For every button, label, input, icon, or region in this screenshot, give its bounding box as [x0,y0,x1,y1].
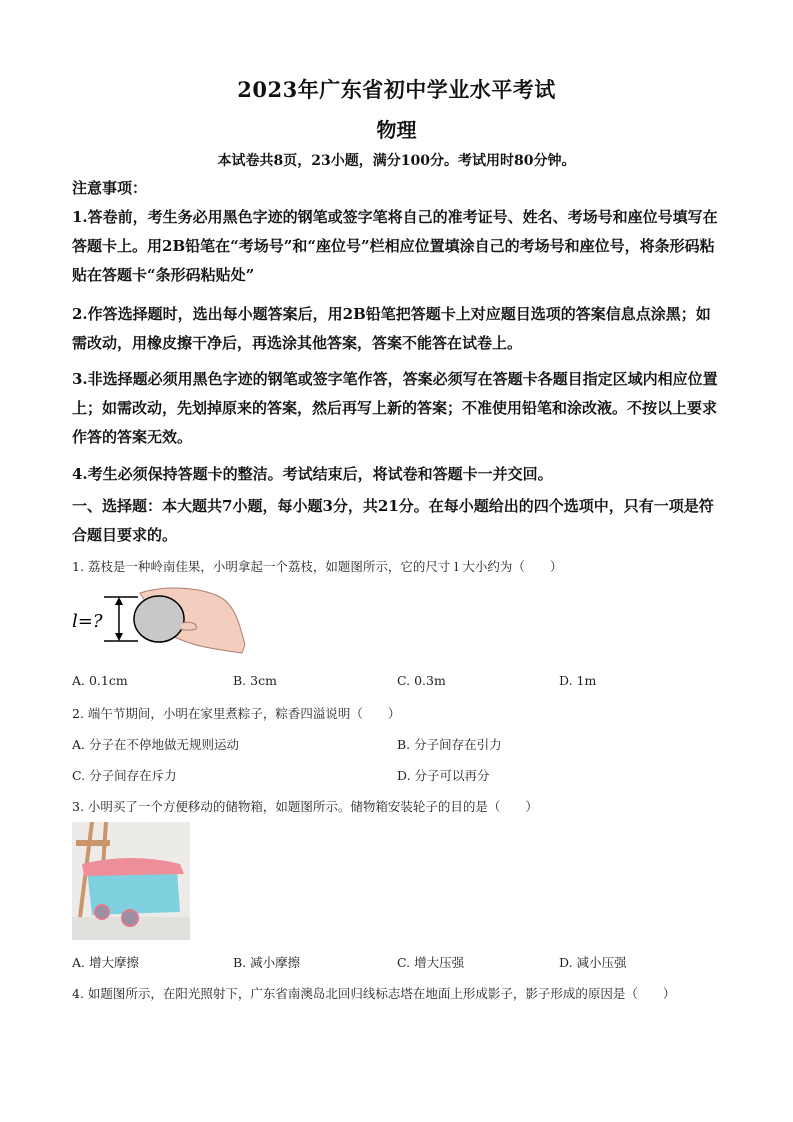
question-1-stem: 1. 荔枝是一种岭南佳果，小明拿起一个荔枝，如题图所示，它的尺寸 l 大小约为（ ） [72,559,563,574]
question-1-option-a: A. 0.1cm [72,673,128,688]
storage-box-photo [72,822,190,940]
exam-info: 本试卷共8页，23小题，满分100分。考试用时80分钟。 [217,153,576,169]
notice-item-4: 4.考生必须保持答题卡的整洁。考试结束后，将试卷和答题卡一并交回。 [72,465,553,483]
question-3-stem: 3. 小明买了一个方便移动的储物箱，如题图所示。储物箱安装轮子的目的是（ ） [72,799,538,814]
section-heading: 一、选择题：本大题共7小题，每小题3分，共21分。在每小题给出的四个选项中，只有一项是符合题目要求的。 [72,497,714,544]
question-2-option-a: A. 分子在不停地做无规则运动 [72,737,239,752]
question-3-option-b: B. 减小摩擦 [233,955,301,970]
question-2-stem: 2. 端午节期间，小明在家里煮粽子，粽香四溢说明（ ） [72,706,401,721]
question-1-option-b: B. 3cm [233,673,277,688]
question-3-option-a: A. 增大摩擦 [72,955,139,970]
subject-title: 物理 [376,118,417,142]
notice-heading: 注意事项： [72,179,148,197]
question-3-option-c: C. 增大压强 [397,955,465,970]
length-label: l=? [72,611,103,632]
question-3-option-d: D. 减小压强 [559,955,627,970]
exam-title: 2023年广东省初中学业水平考试 [237,77,556,102]
question-2-option-d: D. 分子可以再分 [397,768,490,783]
question-2-option-c: C. 分子间存在斥力 [72,768,177,783]
notice-item-3: 3.非选择题必须用黑色字迹的钢笔或签字笔作答，答案必须写在答题卡各题目指定区域内相应位置上；如需改动，先划掉原来的答案，然后再写上新的答案；不准使用铅笔和涂改液。不按以上要求作答的答案无效。 [72,370,718,446]
question-2-option-b: B. 分子间存在引力 [397,737,502,752]
question-1-option-c: C. 0.3m [397,673,446,688]
question-4-stem: 4. 如题图所示，在阳光照射下，广东省南澳岛北回归线标志塔在地面上形成影子，影子形成的原因是（ ） [72,986,676,1001]
notice-item-1: 1.答卷前，考生务必用黑色字迹的钢笔或签字笔将自己的准考证号、姓名、考场号和座位号填写在答题卡上。用2B铅笔在“考场号”和“座位号”栏相应位置填涂自己的考场号和座位号，将条形码粘贴在答题卡“条形码粘贴处” [72,208,718,284]
question-1-option-d: D. 1m [559,673,597,688]
notice-item-2: 2.作答选择题时，选出每小题答案后，用2B铅笔把答题卡上对应题目选项的答案信息点涂黑；如需改动，用橡皮擦干净后，再选涂其他答案，答案不能答在试卷上。 [72,305,711,352]
lychee-figure [70,585,250,655]
